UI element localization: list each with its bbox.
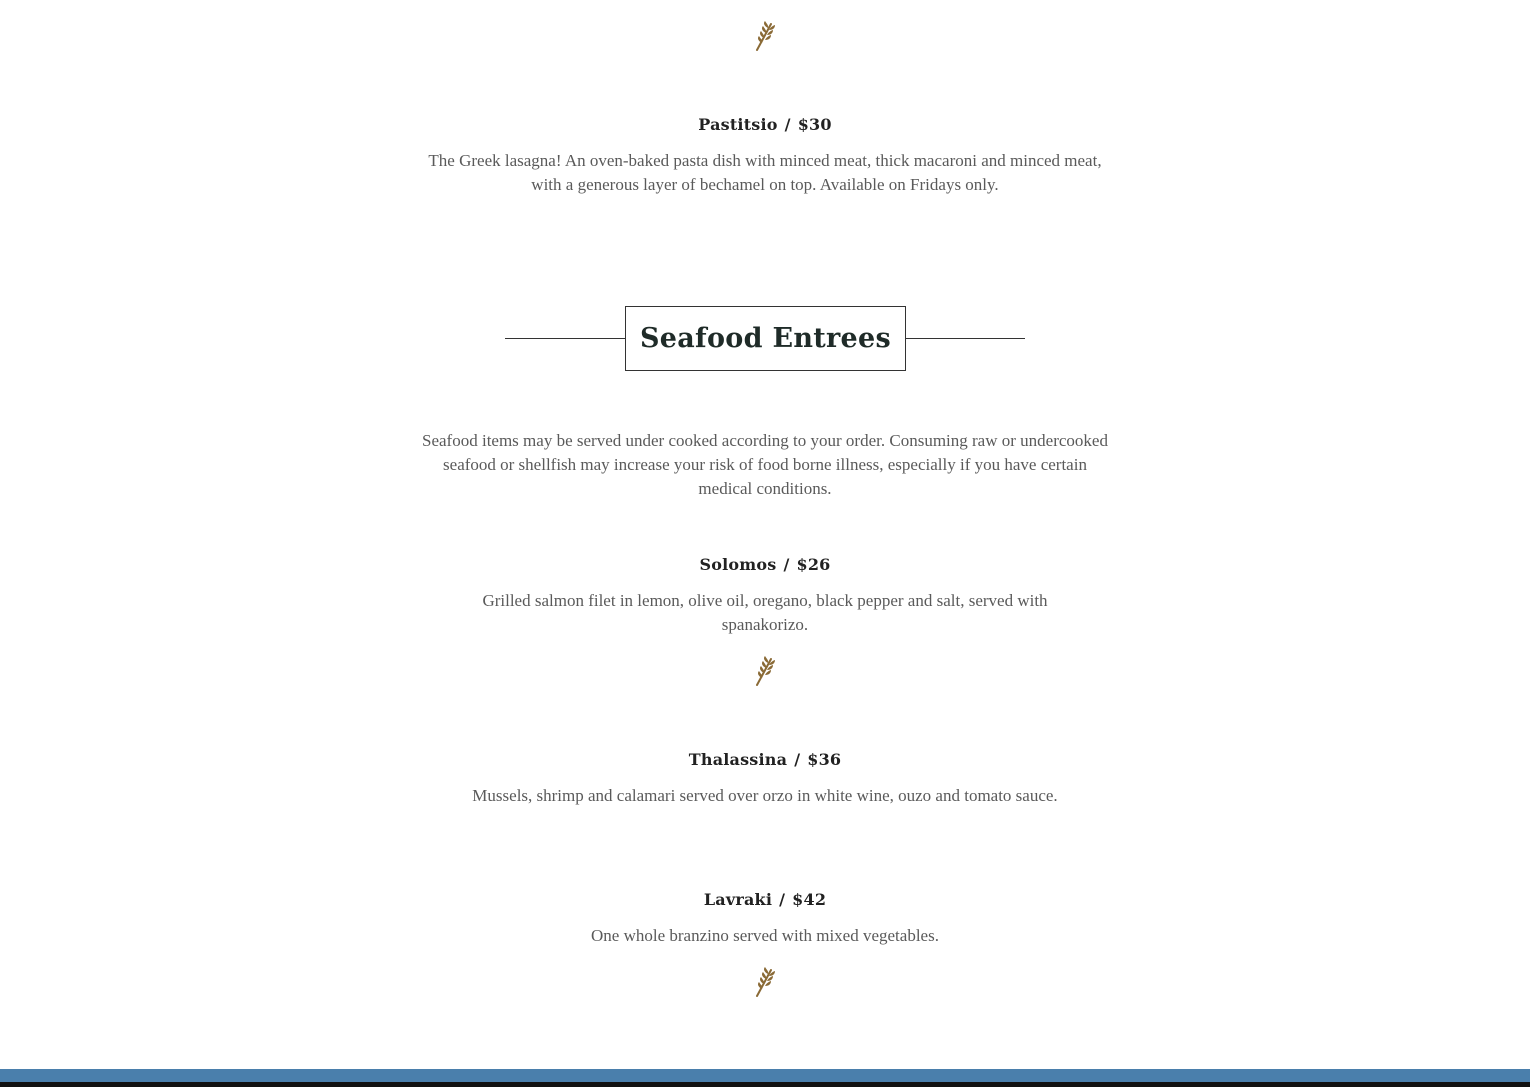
menu-item-description: Grilled salmon filet in lemon, olive oil, oregano, black pepper and salt, served with spanakorizo.	[482, 591, 1048, 634]
menu-item-description: One whole branzino served with mixed vegetables.	[591, 926, 939, 945]
header-rule-right	[905, 338, 1025, 339]
menu-item-name: Lavraki	[703, 890, 773, 909]
menu-item-title	[0, 890, 1530, 909]
footer-band-bottom-edge	[0, 1082, 1530, 1087]
menu-item-title	[0, 750, 1530, 769]
menu-item-price: $26	[796, 555, 831, 574]
header-rule-left	[505, 338, 625, 339]
wheat-icon	[751, 20, 779, 52]
wheat-icon	[751, 655, 779, 687]
menu-item-title	[0, 115, 1530, 134]
footer-band	[0, 1069, 1530, 1087]
menu-item-name: Thalassina	[688, 750, 788, 769]
menu-item-price: $36	[807, 750, 842, 769]
menu-item-price: $42	[792, 890, 827, 909]
menu-item-name: Solomos	[699, 555, 777, 574]
menu-item-price: $30	[797, 115, 832, 134]
section-heading: Seafood Entrees	[625, 306, 906, 371]
menu-item-title	[0, 555, 1530, 574]
price-separator: /	[779, 890, 786, 909]
seafood-notice: Seafood items may be served under cooked according to your order. Consuming raw or undercooked seafood or shellfish may increase your risk of food borne illness, especially if you have certain medical conditions.	[422, 431, 1108, 498]
menu-item-name: Pastitsio	[698, 115, 778, 134]
section-header	[505, 306, 1025, 371]
price-separator: /	[783, 555, 790, 574]
price-separator: /	[784, 115, 791, 134]
menu-item-description: Mussels, shrimp and calamari served over orzo in white wine, ouzo and tomato sauce.	[472, 786, 1058, 805]
wheat-icon	[751, 966, 779, 998]
menu-item-description: The Greek lasagna! An oven-baked pasta dish with minced meat, thick macaroni and minced meat, with a generous layer of bechamel on top. Available on Fridays only.	[428, 151, 1102, 194]
price-separator: /	[794, 750, 801, 769]
